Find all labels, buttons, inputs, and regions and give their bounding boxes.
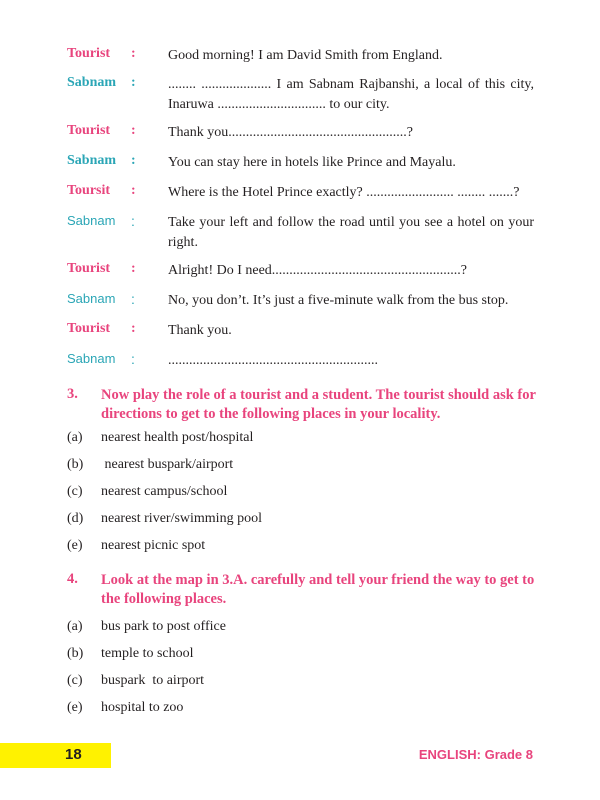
- speaker-label: Toursit: [67, 183, 111, 198]
- option-text: bus park to post office: [101, 619, 226, 634]
- option-text: nearest picnic spot: [101, 538, 206, 553]
- colon: :: [131, 153, 136, 168]
- speaker-label: Sabnam: [67, 213, 116, 228]
- option-text: nearest campus/school: [101, 484, 228, 499]
- colon: :: [131, 351, 135, 367]
- option-label: (a): [67, 619, 83, 634]
- colon: :: [131, 261, 136, 276]
- option-text: nearest river/swimming pool: [101, 511, 262, 526]
- dialogue-text: Thank you.: [168, 323, 232, 338]
- dialogue-text: Good morning! I am David Smith from England.: [168, 48, 443, 63]
- speaker-label: Tourist: [67, 123, 111, 138]
- option-label: (d): [67, 511, 84, 526]
- option-text: buspark to airport: [101, 673, 205, 688]
- dialogue-text: No, you don’t. It’s just a five-minute walk from the bus stop.: [168, 293, 509, 308]
- question-number: 4.: [67, 571, 78, 587]
- colon: :: [131, 183, 136, 198]
- speaker-label: Sabnam: [67, 291, 116, 306]
- speaker-label: Sabnam: [67, 75, 117, 90]
- speaker-label: Tourist: [67, 321, 111, 336]
- option-label: (c): [67, 673, 83, 688]
- colon: :: [131, 75, 136, 90]
- page-number-highlight: [0, 743, 111, 768]
- colon: :: [131, 46, 136, 61]
- option-label: (a): [67, 430, 83, 445]
- dialogue-text: You can stay here in hotels like Prince and Mayalu.: [168, 155, 456, 170]
- page-number: 18: [65, 746, 82, 763]
- option-label: (c): [67, 484, 83, 499]
- dialogue-text: ............................................................: [168, 353, 378, 368]
- speaker-label: Sabnam: [67, 153, 117, 168]
- option-text: hospital to zoo: [101, 700, 184, 715]
- speaker-label: Tourist: [67, 46, 111, 61]
- colon: :: [131, 291, 135, 307]
- book-title: ENGLISH: Grade 8: [418, 747, 533, 762]
- colon: :: [131, 123, 136, 138]
- option-text: temple to school: [101, 646, 194, 661]
- speaker-label: Tourist: [67, 261, 111, 276]
- question-number: 3.: [67, 386, 78, 402]
- speaker-label: Sabnam: [67, 351, 116, 366]
- question-text: Look at the map in 3.A. carefully and tell your friend the way to get to the following places.: [101, 572, 535, 607]
- option-text: nearest health post/hospital: [101, 430, 254, 445]
- colon: :: [131, 321, 136, 336]
- dialogue-text: Thank you...................................................?: [168, 125, 413, 140]
- option-label: (e): [67, 538, 83, 553]
- dialogue-text: Take your left and follow the road until you see a hotel on your right.: [168, 215, 534, 250]
- option-label: (b): [67, 646, 84, 661]
- colon: :: [131, 213, 135, 229]
- option-label: (b): [67, 457, 84, 472]
- question-text: Now play the role of a tourist and a student. The tourist should ask for directions to get to the following places in your locality.: [101, 387, 536, 422]
- option-label: (e): [67, 700, 83, 715]
- option-text: nearest buspark/airport: [101, 457, 234, 472]
- dialogue-text: ........ .................... I am Sabnam Rajbanshi, a local of this city, Inaruwa ............................... to our city.: [168, 77, 534, 112]
- dialogue-text: Where is the Hotel Prince exactly? ......................... ........ .......?: [168, 185, 520, 200]
- dialogue-text: Alright! Do I need......................................................?: [168, 263, 468, 278]
